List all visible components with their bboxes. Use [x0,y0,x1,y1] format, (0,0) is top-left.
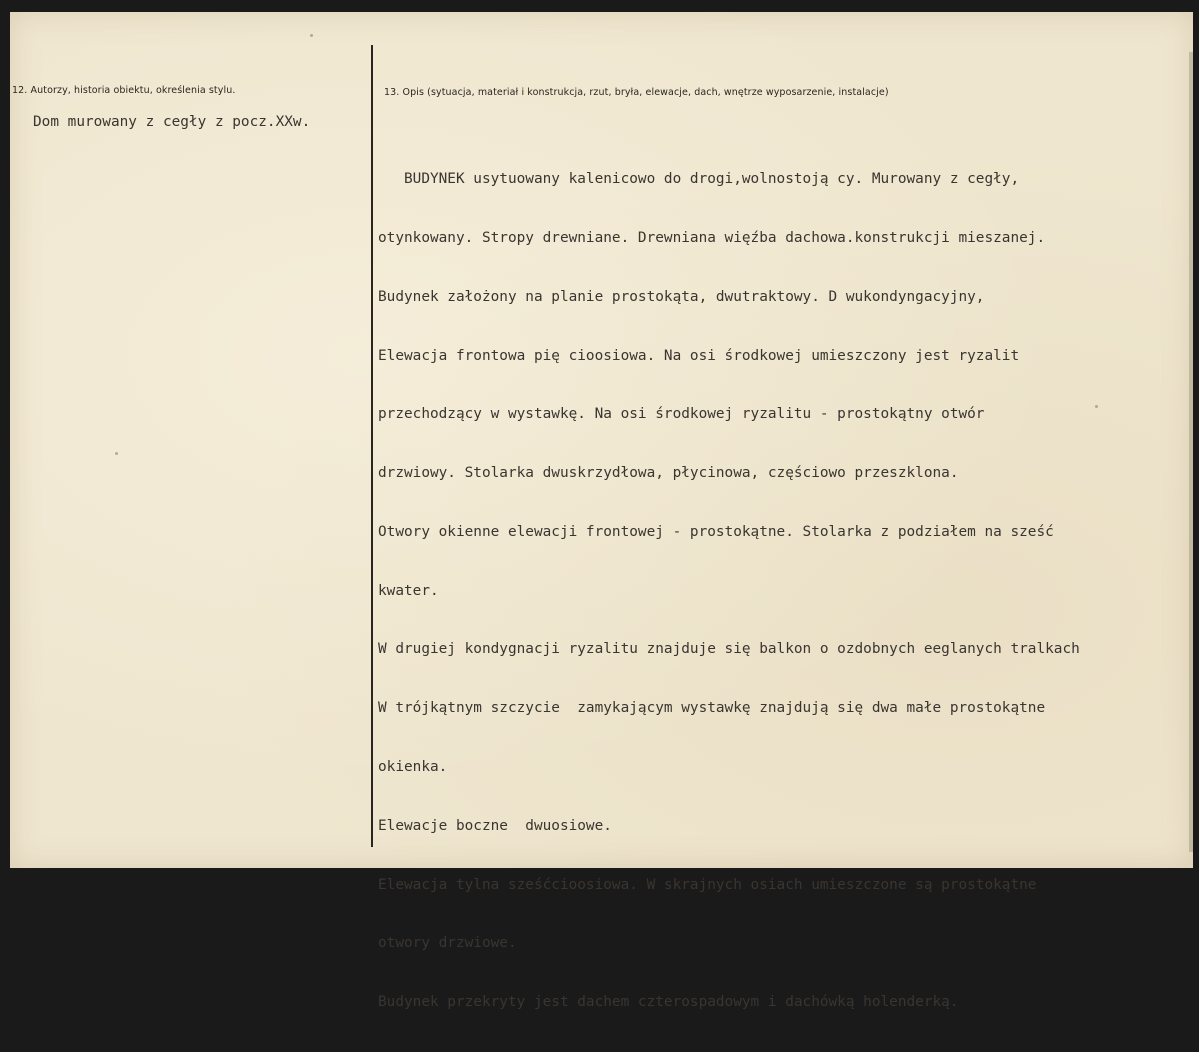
description-line: Otwory okienne elewacji frontowej - prostokątne. Stolarka z podziałem na sześć [378,523,1054,540]
description-line: przechodzący w wystawkę. Na osi środkowej ryzalitu - prostokątny otwór [378,406,985,423]
description-line: kwater. [378,582,439,599]
description-line: BUDYNEK usytuowany kalenicowo do drogi,wolnostoją cy. Murowany z cegły, [378,171,1020,188]
field-13-description [378,131,1080,1052]
description-line: otynkowany. Stropy drewniane. Drewniana więźba dachowa.konstrukcji mieszanej. [378,229,1046,246]
description-line: okienka. [378,759,448,775]
field-12-label: 12. Autorzy, historia obiektu, określenia stylu. [12,85,236,96]
description-line: Budynek przekryty jest dachem czterospadowym i dachówką holenderką. [378,994,959,1011]
field-12-text: Dom murowany z cegły z pocz.XXw. [33,114,311,130]
paper-edge-shadow [1189,52,1193,852]
description-line: W drugiej kondygnacji ryzalitu znajduje się balkon o ozdobnych eeglanych tralkach [378,641,1080,658]
description-line: Budynek założony na planie prostokąta, dwutraktowy. D wukondyngacyjny, [378,288,985,305]
paper-speck [115,452,118,455]
paper-speck [1095,405,1098,408]
column-divider [371,45,373,847]
description-line: drzwiowy. Stolarka dwuskrzydłowa, płycinowa, częściowo przeszklona. [378,465,959,482]
description-line: W trójkątnym szczycie zamykającym wystawkę znajdują się dwa małe prostokątne [378,700,1046,717]
description-line: Elewacja frontowa pię cioosiowa. Na osi środkowej umieszczony jest ryzalit [378,347,1020,364]
paper-speck [310,34,313,37]
description-line: otwory drzwiowe. [378,935,517,952]
field-13-label: 13. Opis (sytuacja, materiał i konstrukcja, rzut, bryła, elewacje, dach, wnętrze wyposarzenie, instalacje) [384,87,889,98]
description-line: Elewacja tylna sześćcioosiowa. W skrajnych osiach umieszczone są prostokątne [378,876,1037,893]
description-line: Elewacje boczne dwuosiowe. [378,817,612,834]
